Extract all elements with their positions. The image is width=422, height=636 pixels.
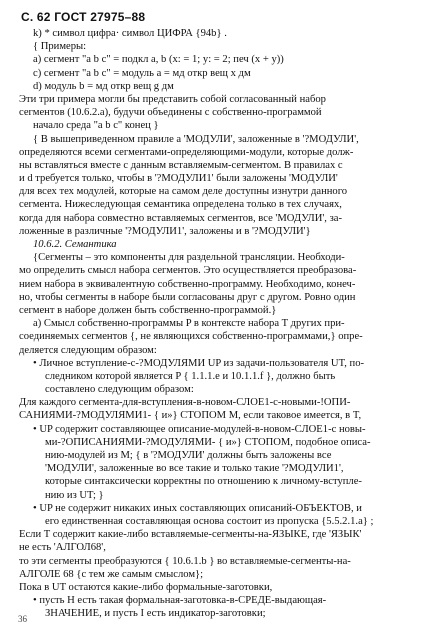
text-line: • UP не содержит никаких иных составляющих описаний-ОБЪЕКТОВ, и xyxy=(33,502,362,514)
text-line: САНИЯМИ-?МОДУЛЯМИ1- { и»} СТОПОМ M, если таковое имеется, в T, xyxy=(19,410,362,422)
text-line: { В вышеприведенном правиле a 'МОДУЛИ', заложенные в '?МОДУЛИ', xyxy=(33,133,359,145)
text-line: сегмента. Нижеследующая семантика определена только в тех случаях, xyxy=(19,199,342,211)
text-line: d) модуль b = мд откр вещ g дм xyxy=(33,80,174,92)
text-line: мо определить смысл набора сегментов. Это осуществляется преобразова- xyxy=(19,265,357,277)
text-line: ЗНАЧЕНИЕ, и пусть I есть индикатор-заготовки; xyxy=(45,608,266,620)
text-line: следником которой является P { 1.1.1.e и 10.1.1.f }, должно быть xyxy=(45,370,336,382)
text-line: нию из UT; } xyxy=(45,489,104,501)
text-line: и d требуется только, чтобы в '?МОДУЛИ1' были заложены 'МОДУЛИ' xyxy=(19,173,338,185)
text-line: 10.6.2. Семантика xyxy=(33,239,117,250)
text-line: деляется следующим образом: xyxy=(19,344,157,356)
text-line: Пока в UT остаются какие-либо формальные-заготовки, xyxy=(19,581,273,593)
text-line: составлено следующим образом: xyxy=(45,384,194,396)
text-line: ложенные в различные '?МОДУЛИ1', заложены и в '?МОДУЛИ'} xyxy=(19,225,311,237)
text-line: но, чтобы сегменты в наборе были согласованы друг с другом. Ровно один xyxy=(19,291,356,303)
text-line: Если T содержит какие-либо вставляемые-сегменты-на-ЯЗЫКЕ, где 'ЯЗЫК' xyxy=(19,529,362,541)
text-line: • пусть Н есть такая формальная-заготовка-в-СРЕДЕ-выдающая- xyxy=(33,595,327,607)
text-line: нием набора в эквивалентную собственно-программу. Необходимо, конеч- xyxy=(19,278,356,290)
page-number: 36 xyxy=(18,614,27,624)
text-line: сегмент в наборе должен быть собственно-программой.} xyxy=(19,304,277,316)
text-line: ми-?ОПИСАНИЯМИ-?МОДУЛЯМИ- { и»} СТОПОМ, подобное описа- xyxy=(45,436,371,448)
text-line: определяются всеми сегментами-определяющими-модули, которые долж- xyxy=(19,146,354,158)
text-line: Для каждого сегмента-для-вступления-в-новом-СЛОЕ1-с-новыми-!ОПИ- xyxy=(19,397,351,409)
text-line: Эти три примера могли бы представить собой согласованный набор xyxy=(19,93,326,105)
text-line: ны вставляться вместе с данным вставляемым-сегментом. В правилах c xyxy=(19,159,343,171)
text-line: нию-модулей из M; { в '?МОДУЛИ' должны быть заложены все xyxy=(45,450,332,461)
text-line: соединяемых сегментов {, не являющихся собственно-программами,} опре- xyxy=(19,331,363,343)
text-line: не есть 'АЛГОЛ68', xyxy=(19,542,106,554)
text-line: { Примеры: xyxy=(33,41,87,53)
text-line: • Личное вступление-с-?МОДУЛЯМИ UP из задачи-пользователя UT, по- xyxy=(33,357,365,369)
text-line: начало среда "a b c" конец } xyxy=(33,120,159,132)
text-line: {Сегменты – это компоненты для раздельной трансляции. Необходи- xyxy=(33,252,345,264)
text-line: когда для набора совместно вставляемых сегментов, все 'МОДУЛИ', за- xyxy=(19,212,342,224)
text-line: то эти сегменты преобразуются { 10.6.1.b } во вставляемые-сегменты-на- xyxy=(19,555,351,567)
text-line: 'МОДУЛИ', заложенные во все такие и только такие '?МОДУЛИ1', xyxy=(45,463,344,475)
text-line: • UP содержит составляющее описание-модулей-в-новом-СЛОЕ1-с новы- xyxy=(33,423,366,435)
text-line: сегментов (10.6.2.а), будучи объединены с собственно-программой xyxy=(19,107,322,119)
body-text xyxy=(19,27,403,620)
text-line: которые синтаксически корректны по отношению к личному-вступле- xyxy=(45,476,362,488)
text-line: c) сегмент "a b c" = модуль a = мд откр вещ x дм xyxy=(33,67,251,79)
text-line: а) Смысл собственно-программы P в контексте набора T других при- xyxy=(33,318,345,330)
text-line: его единственная составляющая основа состоит из пропуска {5.5.2.1.a} ; xyxy=(45,515,374,527)
text-line: для всех тех модулей, которые на самом деле доступны изнутри данного xyxy=(19,186,348,198)
text-line: АЛГОЛЕ 68 {с тем же самым смыслом}; xyxy=(19,568,204,580)
page-header: С. 62 ГОСТ 27975–88 xyxy=(21,10,146,24)
text-line: k) * символ цифра· символ ЦИФРА {94b} . xyxy=(33,28,227,39)
text-line: а) сегмент "a b c" = подкл a, b (x: = 1; y: = 2; печ (x + y)) xyxy=(33,54,284,66)
